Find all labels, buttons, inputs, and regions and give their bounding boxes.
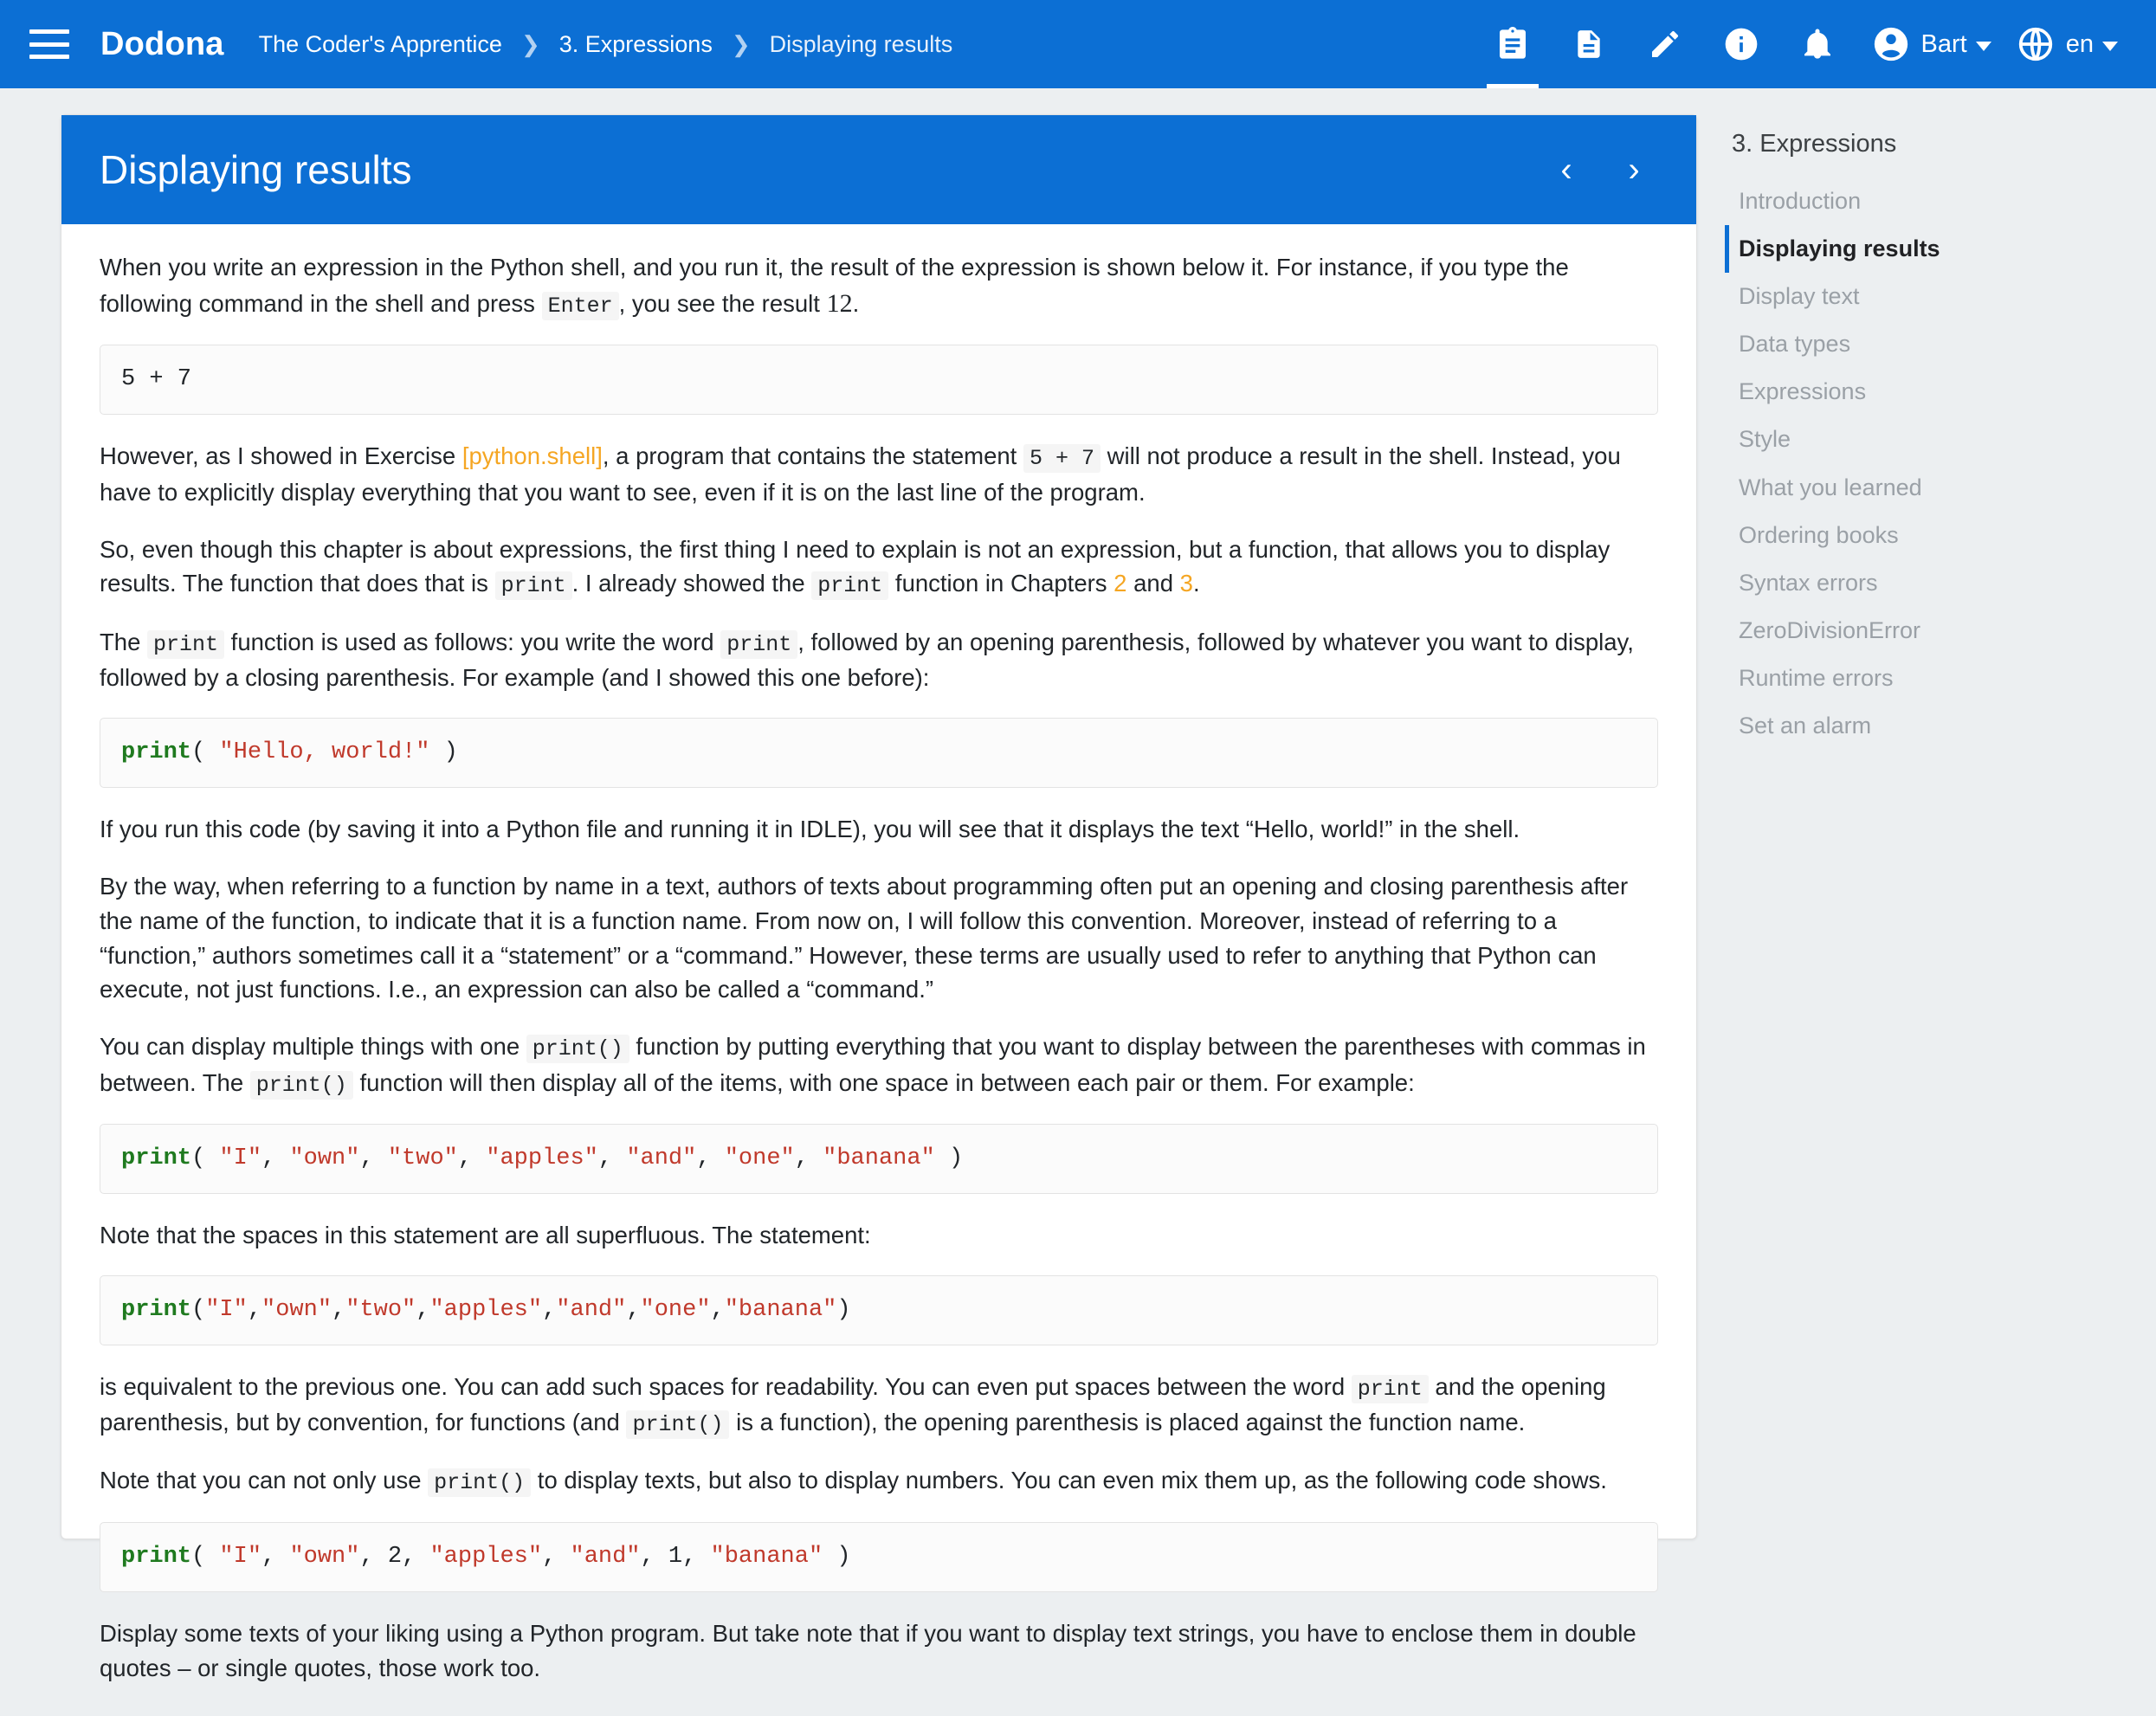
breadcrumb-item-current: Displaying results bbox=[769, 30, 953, 57]
code-string: "and" bbox=[626, 1145, 697, 1171]
chevron-down-icon bbox=[2102, 42, 2118, 51]
text-run: is equivalent to the previous one. You can add such spaces for readability. You can even put spaces between the word bbox=[100, 1372, 1352, 1400]
user-menu[interactable] bbox=[1856, 0, 2000, 88]
language-menu[interactable] bbox=[2000, 0, 2127, 88]
bell-icon[interactable] bbox=[1779, 0, 1856, 88]
navbar-right bbox=[1475, 0, 2127, 88]
code-string: "two" bbox=[345, 1296, 416, 1323]
inline-code-print-call: print() bbox=[626, 1410, 729, 1439]
code-string: "apples" bbox=[429, 1296, 543, 1323]
text-run: . I already showed the bbox=[571, 570, 812, 597]
code-string: "own" bbox=[261, 1296, 332, 1323]
lesson-card-header bbox=[61, 115, 1696, 224]
toc-item-display-text[interactable]: Display text bbox=[1739, 283, 1860, 310]
toc-item-data-types[interactable]: Data types bbox=[1739, 331, 1851, 358]
globe-icon bbox=[2016, 24, 2056, 64]
toc-item-syntax-errors[interactable]: Syntax errors bbox=[1739, 569, 1878, 596]
code-block-hello-world bbox=[100, 718, 1658, 788]
inline-code-sum: 5 + 7 bbox=[1023, 444, 1101, 473]
text-run: , you see the result bbox=[618, 289, 827, 317]
language-label: en bbox=[2065, 29, 2094, 58]
text-run: function is used as follows: you write the word bbox=[224, 628, 721, 655]
top-navbar bbox=[0, 0, 2156, 88]
code-punct: ( bbox=[191, 739, 220, 765]
text-run: , a program that contains the statement bbox=[602, 442, 1023, 470]
paragraph-intro bbox=[100, 250, 1658, 322]
inline-code-print-call: print() bbox=[428, 1468, 531, 1497]
lesson-pager bbox=[1542, 145, 1658, 194]
toc-title: 3. Expressions bbox=[1732, 130, 1897, 158]
code-string: "apples" bbox=[486, 1145, 598, 1171]
chapter-link-3[interactable]: 3 bbox=[1179, 570, 1193, 597]
text-run: to display texts, but also to display numbers. You can even mix them up, as the following code shows. bbox=[531, 1467, 1607, 1494]
toc-item-what-you-learned[interactable]: What you learned bbox=[1739, 474, 1922, 500]
lesson-content bbox=[61, 224, 1696, 1716]
inline-code-print: print bbox=[720, 630, 797, 659]
bell-glyph bbox=[1800, 25, 1835, 63]
hamburger-line bbox=[29, 42, 69, 47]
user-name-label: Bart bbox=[1920, 29, 1967, 58]
inline-code-print: print bbox=[147, 630, 224, 659]
inline-code-print-call: print() bbox=[526, 1035, 629, 1063]
code-block-apples-spaced bbox=[100, 1124, 1658, 1194]
breadcrumb bbox=[259, 31, 953, 58]
text-run: is a function), the opening parenthesis is placed against the function name. bbox=[729, 1409, 1526, 1436]
toc-item-introduction[interactable]: Introduction bbox=[1739, 188, 1862, 214]
page-body bbox=[0, 88, 2156, 1681]
paragraph-print-intro bbox=[100, 532, 1658, 603]
code-block-sum: 5 + 7 bbox=[100, 345, 1658, 415]
code-block-mixed bbox=[100, 1522, 1658, 1592]
info-glyph bbox=[1722, 25, 1760, 63]
pencil-icon[interactable] bbox=[1627, 0, 1703, 88]
document-glyph bbox=[1572, 25, 1605, 63]
hamburger-menu-icon[interactable] bbox=[29, 29, 69, 59]
text-run: So, even though this chapter is about expressions, the first thing I need to explain is not an expression, but a function, that allows you to display results. The function that does that is bbox=[100, 535, 1611, 597]
paragraph-numbers bbox=[100, 1463, 1658, 1499]
code-keyword: print bbox=[121, 1543, 192, 1570]
code-string: "one" bbox=[640, 1296, 711, 1323]
toc-item-runtime-errors[interactable]: Runtime errors bbox=[1739, 664, 1894, 691]
code-string: "I" bbox=[219, 1543, 262, 1570]
code-string: "and" bbox=[570, 1543, 641, 1570]
inline-code-enter: Enter bbox=[542, 292, 619, 320]
code-string: "apples" bbox=[429, 1543, 543, 1570]
paragraph-superfluous-spaces: Note that the spaces in this statement are all superfluous. The statement: bbox=[100, 1221, 871, 1248]
previous-page-button[interactable]: ‹ bbox=[1560, 150, 1572, 189]
code-string: "two" bbox=[387, 1145, 458, 1171]
inline-code-print-call: print() bbox=[250, 1071, 353, 1100]
code-args: ( "I", "own", "two", "apples", "and", "one", "banana" ) bbox=[191, 1145, 964, 1171]
toc-item-style[interactable]: Style bbox=[1739, 426, 1791, 453]
navbar-left bbox=[29, 26, 952, 63]
code-args: ("I","own","two","apples","and","one","banana") bbox=[191, 1296, 851, 1323]
toc-item-zerodivisionerror[interactable]: ZeroDivisionError bbox=[1739, 616, 1921, 643]
paragraph-print-usage bbox=[100, 625, 1658, 695]
clipboard-icon[interactable] bbox=[1475, 0, 1551, 88]
paragraph-exercise-ref bbox=[100, 439, 1658, 509]
toc-item-ordering-books[interactable]: Ordering books bbox=[1739, 521, 1899, 548]
result-value: 12 bbox=[826, 288, 853, 318]
text-run: , followed by an opening parenthesis, followed by whatever you want to display, followed by a closing parenthesis. For example (and I showed this one before): bbox=[100, 628, 1634, 691]
text-run: function by putting everything that you want to display between the parentheses with commas in between. The bbox=[100, 1033, 1646, 1096]
text-run: However, as I showed in Exercise bbox=[100, 442, 462, 470]
chevron-right-icon: ❯ bbox=[731, 30, 751, 57]
code-string: "own" bbox=[289, 1145, 360, 1171]
chevron-right-icon: ❯ bbox=[520, 30, 540, 57]
text-run: Note that you can not only use bbox=[100, 1467, 429, 1494]
text-run: You can display multiple things with one bbox=[100, 1033, 526, 1061]
paragraph-run-code: If you run this code (by saving it into a Python file and running it in IDLE), you will see that it displays the text “Hello, world!” in the shell. bbox=[100, 815, 1520, 842]
brand-logo[interactable]: Dodona bbox=[100, 25, 224, 62]
clipboard-glyph bbox=[1495, 25, 1530, 63]
toc-item-displaying-results[interactable]: Displaying results bbox=[1725, 225, 2156, 273]
text-run: . bbox=[852, 289, 860, 317]
toc-item-expressions[interactable]: Expressions bbox=[1739, 378, 1867, 405]
document-icon[interactable] bbox=[1551, 0, 1627, 88]
inline-code-print: print bbox=[495, 571, 572, 600]
code-string: "one" bbox=[724, 1145, 795, 1171]
next-page-button[interactable]: › bbox=[1628, 150, 1640, 189]
code-keyword: print bbox=[121, 739, 192, 765]
code-args: ( "I", "own", 2, "apples", "and", 1, "banana" ) bbox=[191, 1543, 851, 1570]
text-run: and bbox=[1126, 570, 1180, 597]
paragraph-multiple-items bbox=[100, 1029, 1658, 1101]
code-string: "and" bbox=[556, 1296, 627, 1323]
hamburger-line bbox=[29, 29, 69, 34]
table-of-contents bbox=[1706, 114, 2156, 1550]
code-string: "banana" bbox=[724, 1296, 837, 1323]
code-block-apples-tight bbox=[100, 1275, 1658, 1345]
paragraph-convention: By the way, when referring to a function by name in a text, authors of texts about programming often put an opening and closing parenthesis after the name of the function, to indicate that it is a function name. From now on, I will follow this convention. Moreover, instead of referring to a “function,” authors sometimes call it a “statement” or a “command.” However, these terms are usually used to refer to anything that Python can execute, not just functions. I.e., an expression can also be called a “command.” bbox=[100, 872, 1629, 1003]
content-area bbox=[0, 114, 1706, 1681]
text-run: When you write an expression in the Python shell, and you run it, the result of the expression is shown below it. For instance, if you type the following command in the shell and press bbox=[100, 254, 1569, 317]
code-string: "banana" bbox=[823, 1145, 935, 1171]
pencil-glyph bbox=[1648, 26, 1682, 62]
page-title: Displaying results bbox=[100, 147, 412, 192]
text-run: and the opening parenthesis, but by convention, for functions (and bbox=[100, 1372, 1606, 1436]
chapter-link-2[interactable]: 2 bbox=[1114, 570, 1127, 597]
code-punct: ) bbox=[429, 739, 458, 765]
chevron-down-icon bbox=[1976, 42, 1991, 51]
inline-code-print: print bbox=[1352, 1375, 1429, 1403]
text-run: . bbox=[1192, 570, 1200, 597]
code-string: "I" bbox=[219, 1145, 262, 1171]
code-string: "I" bbox=[205, 1296, 248, 1323]
toc-item-set-an-alarm[interactable]: Set an alarm bbox=[1739, 713, 1872, 739]
code-string: "own" bbox=[289, 1543, 360, 1570]
code-string: "Hello, world!" bbox=[219, 739, 430, 765]
breadcrumb-item-chapter[interactable]: 3. Expressions bbox=[558, 30, 713, 57]
text-run: will not produce a result in the shell. Instead, you have to explicitly display everything that you want to see, even if it is on the last line of the program. bbox=[100, 442, 1621, 506]
code-string: "banana" bbox=[710, 1543, 823, 1570]
paragraph-equivalent bbox=[100, 1370, 1658, 1442]
paragraph-assignment: Display some texts of your liking using a Python program. But take note that if you want to display text strings, you have to enclose them in double quotes – or single quotes, those work too. bbox=[100, 1619, 1636, 1681]
info-icon[interactable] bbox=[1703, 0, 1779, 88]
inline-code-print: print bbox=[811, 571, 888, 600]
lesson-card bbox=[61, 114, 1697, 1681]
exercise-link[interactable]: [python.shell] bbox=[462, 442, 603, 470]
breadcrumb-item-course[interactable]: The Coder's Apprentice bbox=[258, 30, 502, 57]
user-avatar-icon bbox=[1871, 24, 1911, 64]
code-keyword: print bbox=[121, 1145, 192, 1171]
hamburger-line bbox=[29, 55, 69, 59]
text-run: function will then display all of the items, with one space in between each pair or them. For example: bbox=[352, 1068, 1415, 1096]
text-run: function in Chapters bbox=[888, 570, 1114, 597]
text-run: The bbox=[100, 628, 148, 655]
code-keyword: print bbox=[121, 1296, 192, 1323]
